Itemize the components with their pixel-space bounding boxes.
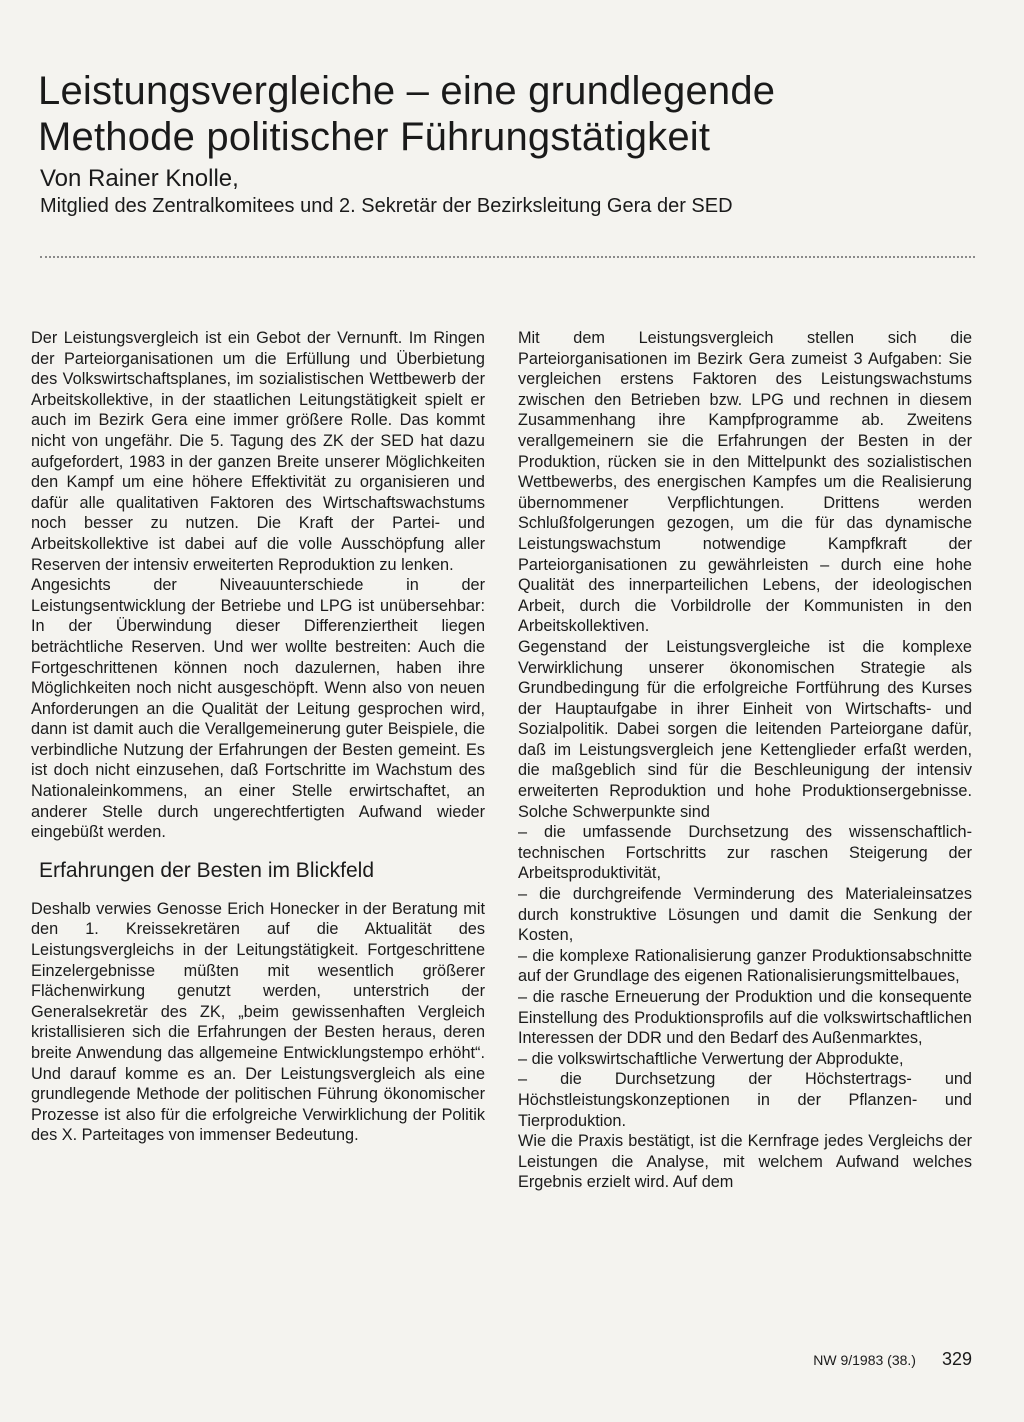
article-title-line-1: Leistungsvergleiche – eine grundlegende [38, 69, 776, 113]
list-item: – die rasche Erneuerung der Produktion und die konsequente Einstellung des Produktionsprofils auf die volkswirtschaftlichen Interessen der DDR und den Bedarf des Außenmarktes, [518, 988, 972, 1048]
right-column [518, 328, 972, 1193]
paragraph: Deshalb verwies Genosse Erich Honecker in der Beratung mit den 1. Kreissekretären auf die Aktualität des Leistungsvergleichs in der Leitungstätigkeit. Fortgeschrittene Einzelergebnisse müßten mit wesentlich größerer Flächenwirkung genutzt werden, unterstrich der Generalsekretär des ZK, „beim gewissenhaften Vergleich kristallisieren sich die Erfahrungen der Besten heraus, deren breite Anwendung das allgemeine Entwicklungstempo erhöht“. Und darauf komme es an. Der Leistungsvergleich als eine grundlegende Methode der politischen Führung ökonomischer Prozesse ist also für die erfolgreiche Verwirklichung der Politik des X. Parteitages von immenser Bedeutung. [31, 899, 485, 1145]
paragraph: Wie die Praxis bestätigt, ist die Kernfrage jedes Vergleichs der Leistungen die Analyse, mit welchem Aufwand welches Ergebnis erzielt wird. Auf dem [518, 1132, 972, 1192]
paragraph: Gegenstand der Leistungsvergleiche ist die komplexe Verwirklichung unserer ökonomischen Strategie als Grundbedingung für die erfolgreiche Fortführung des Kurses der Hauptaufgabe in ihrer Einheit von Wirtschafts- und Sozialpolitik. Dabei sorgen die leitenden Parteiorgane dafür, daß im Leistungsvergleich jene Kettenglieder erfaßt werden, die maßgeblich sind für die Beschleunigung der intensiv erweiterten Reproduktion und hohe Produktionsergebnisse. Solche Schwerpunkte sind [518, 637, 972, 821]
list-item: – die komplexe Rationalisierung ganzer Produktionsabschnitte auf der Grundlage des eigenen Rationalisierungsmittelbaues, [518, 946, 972, 986]
paragraph: Mit dem Leistungsvergleich stellen sich die Parteiorganisationen im Bezirk Gera zumeist 3 Aufgaben: Sie vergleichen erstens Faktoren des Leistungswachstums zwischen den Betrieben bzw. LPG und rechnen in diesem Zusammenhang ihre Kampfprogramme ab. Zweitens verallgemeinern sie die Erfahrungen der Besten in der Produktion, rücken sie in den Mittelpunkt des sozialistischen Wettbewerbs, des energischen Kampfes um die Realisierung übernommener Verpflichtungen. Drittens werden Schlußfolgerungen gezogen, um die für das dynamische Leistungswachstum notwendige Kampfkraft der Parteiorganisationen zu gewährleisten – durch eine hohe Qualität des innerparteilichen Lebens, der ideologischen Arbeit, durch die Vorbildrolle der Kommunisten in den Arbeitskollektiven. [518, 329, 972, 636]
page-number: 329 [941, 1349, 972, 1369]
article-title-line-2: Methode politischer Führungstätigkeit [38, 115, 711, 159]
dotted-divider [40, 256, 975, 258]
issue-reference: NW 9/1983 (38.) [813, 1352, 916, 1368]
list-item: – die durchgreifende Verminderung des Materialeinsatzes durch konstruktive Lösungen und damit die Senkung der Kosten, [518, 885, 972, 945]
author-name: Von Rainer Knolle, [40, 165, 239, 192]
list-item: – die umfassende Durchsetzung des wissenschaftlich-technischen Fortschritts zur raschen Steigerung der Arbeitsproduktivität, [518, 823, 972, 883]
paragraph: Der Leistungsvergleich ist ein Gebot der Vernunft. Im Ringen der Parteiorganisationen um die Erfüllung und Überbietung des Volkswirtschaftsplanes, im sozialistischen Wettbewerb der Arbeitskollektive, in der staatlichen Leitungstätigkeit spielt er auch im Bezirk Gera eine immer größere Rolle. Das kommt nicht von ungefähr. Die 5. Tagung des ZK der SED hat dazu aufgefordert, 1983 in der ganzen Breite unserer Möglichkeiten den Kampf um eine höhere Effektivität zu organisieren und dafür alle qualitativen Faktoren des Wirtschaftswachstums noch besser zu nutzen. Die Kraft der Partei- und Arbeitskollektive ist dabei auf die volle Ausschöpfung aller Reserven der intensiv erweiterten Reproduktion zu lenken. [31, 329, 485, 574]
list-item: – die volkswirtschaftliche Verwertung der Abprodukte, [518, 1049, 904, 1068]
author-role: Mitglied des Zentralkomitees und 2. Sekretär der Bezirksleitung Gera der SED [40, 195, 733, 217]
list-item: – die Durchsetzung der Höchstertrags- und Höchstleistungskonzeptionen in der Pflanzen- und Tierproduktion. [518, 1070, 972, 1130]
section-heading: Erfahrungen der Besten im Blickfeld [39, 858, 375, 882]
article-title [38, 68, 938, 160]
page-footer [813, 1349, 972, 1370]
priority-list [518, 822, 972, 1131]
byline [40, 165, 940, 219]
left-column [31, 328, 485, 1146]
paragraph: Angesichts der Niveauunterschiede in der Leistungsentwicklung der Betriebe und LPG ist unübersehbar: In der Überwindung dieser Differenziertheit liegen beträchtliche Reserven. Und wer wollte bestreiten: Auch die Fortgeschrittenen können noch dazulernen, haben ihre Möglichkeiten noch nicht ausgeschöpft. Wenn also von neuen Anforderungen an die Qualität der Leitung gesprochen wird, dann ist damit auch die Verallgemeinerung guter Beispiele, die verbindliche Nutzung der Erfahrungen der Besten gemeint. Es ist doch nicht einzusehen, daß Fortschritte im Wachstum des Nationaleinkommens, an einer Stelle erwirtschaftet, an anderer Stelle durch ungerechtfertigten Aufwand wieder eingebüßt werden. [31, 576, 485, 842]
